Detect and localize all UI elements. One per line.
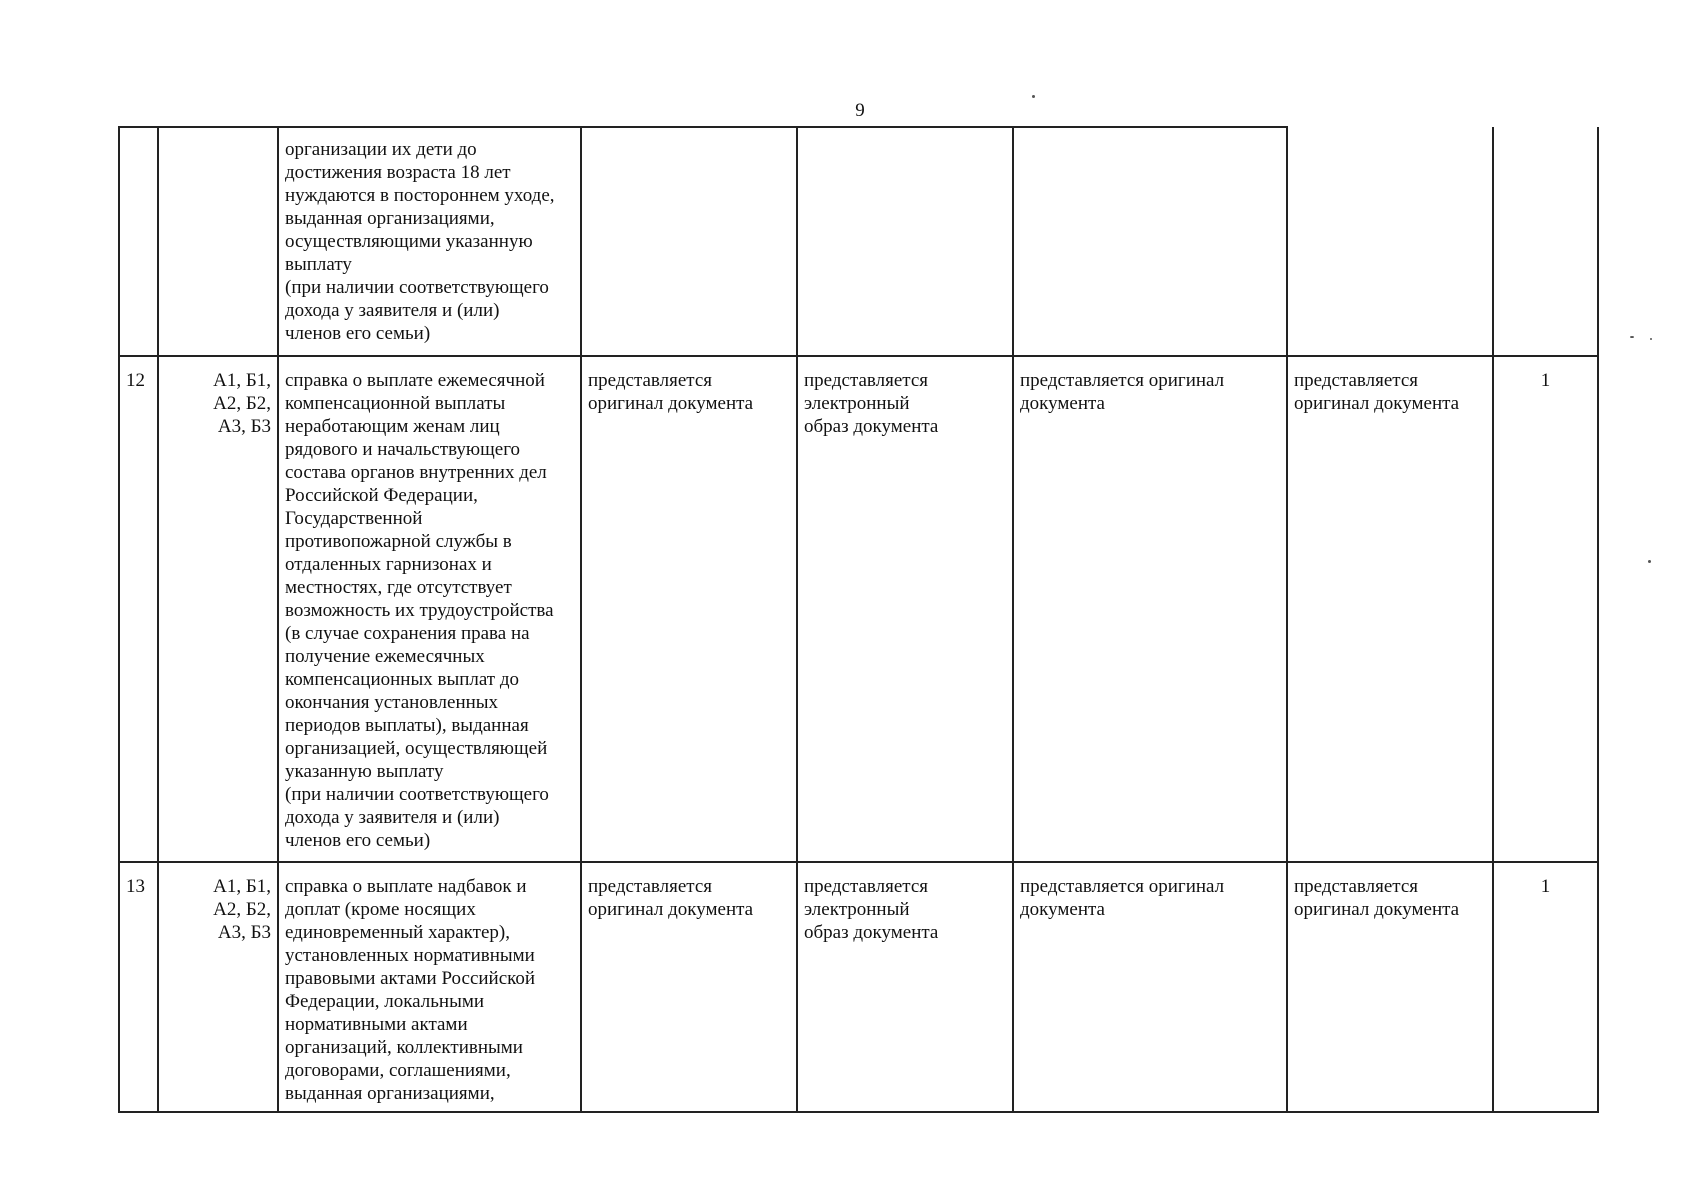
submission-mode-b-cell: представляется электронный образ документа (797, 356, 1013, 862)
submission-mode-b-cell (797, 127, 1013, 356)
scan-speck (1650, 338, 1652, 340)
scan-speck (1630, 336, 1634, 338)
submission-mode-a-cell (581, 127, 797, 356)
submission-mode-c-cell: представляется оригинал документа (1013, 356, 1287, 862)
row-number-cell: 12 (119, 356, 158, 862)
table-row (119, 862, 1598, 1112)
submission-mode-c-cell: представляется оригинал документа (1013, 862, 1287, 1112)
submission-mode-d-cell (1287, 127, 1493, 356)
scan-speck (1032, 95, 1035, 98)
page-number: 9 (855, 100, 865, 121)
applicant-codes-cell (158, 127, 278, 356)
submission-mode-d-cell: представляется оригинал документа (1287, 862, 1493, 1112)
documents-table (118, 126, 1599, 1113)
table-row-continuation (119, 127, 1598, 356)
applicant-codes-cell: А1, Б1, А2, Б2, А3, Б3 (158, 862, 278, 1112)
quantity-cell (1493, 127, 1598, 356)
submission-mode-c-cell (1013, 127, 1287, 356)
submission-mode-b-cell: представляется электронный образ документа (797, 862, 1013, 1112)
document-description-cell: справка о выплате надбавок и доплат (кроме носящих единовременный характер), установленных нормативными правовыми актами Российской Федерации, локальными нормативными актами организаций, коллективными договорами, соглашениями, выданная организациями, (278, 862, 581, 1112)
quantity-cell: 1 (1493, 862, 1598, 1112)
table-row (119, 356, 1598, 862)
submission-mode-a-cell: представляется оригинал документа (581, 862, 797, 1112)
document-description-cell: справка о выплате ежемесячной компенсационной выплаты неработающим женам лиц рядового и начальствующего состава органов внутренних дел Российской Федерации, Государственной противопожарной службы в отдаленных гарнизонах и местностях, где отсутствует возможность их трудоустройства (в случае сохранения права на получение ежемесячных компенсационных выплат до окончания установленных периодов выплаты), выданная организацией, осуществляющей указанную выплату (при наличии соответствующего дохода у заявителя и (или) членов его семьи) (278, 356, 581, 862)
document-description-cell: организации их дети до достижения возраста 18 лет нуждаются в постороннем уходе, выданная организациями, осуществляющими указанную выплату (при наличии соответствующего дохода у заявителя и (или) членов его семьи) (278, 127, 581, 356)
quantity-cell: 1 (1493, 356, 1598, 862)
row-number-cell (119, 127, 158, 356)
submission-mode-a-cell: представляется оригинал документа (581, 356, 797, 862)
scan-speck (1648, 560, 1651, 563)
row-number-cell: 13 (119, 862, 158, 1112)
applicant-codes-cell: А1, Б1, А2, Б2, А3, Б3 (158, 356, 278, 862)
submission-mode-d-cell: представляется оригинал документа (1287, 356, 1493, 862)
